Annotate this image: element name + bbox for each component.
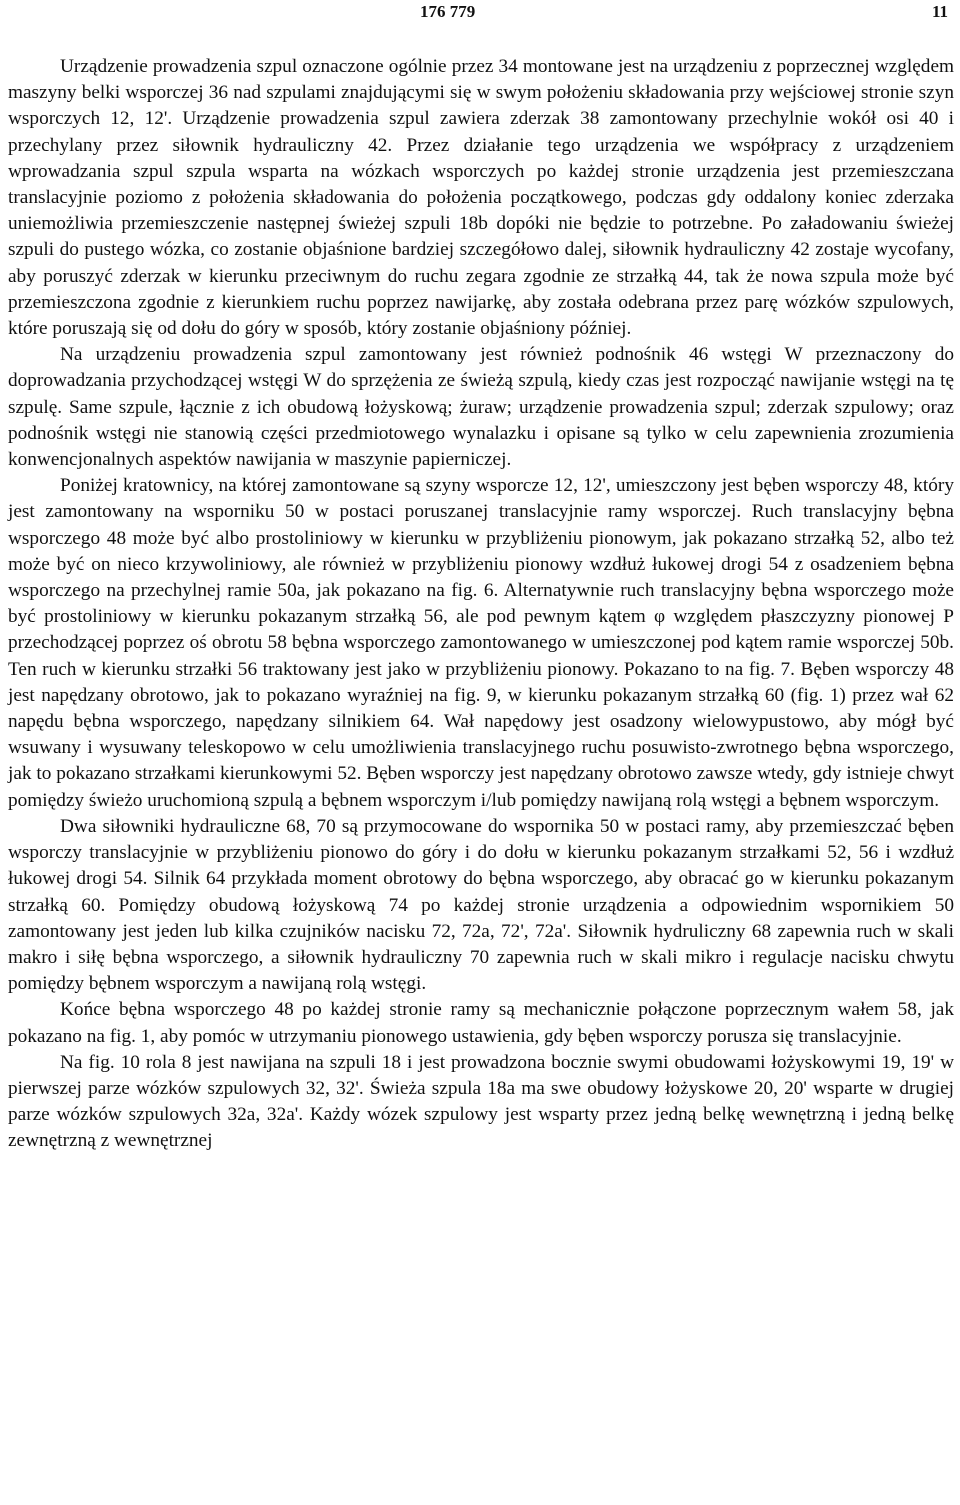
paragraph: Końce bębna wsporczego 48 po każdej stronie ramy są mechanicznie połączone poprzecznym wałem 58, jak pokazano na fig. 1, aby pomóc w utrzymaniu pionowego ustawienia, gdy bęben wsporczy porusza się translacyjnie. [8, 999, 954, 1047]
page-header [0, 2, 960, 26]
patent-number: 176 779 [420, 2, 476, 21]
paragraph: Poniżej kratownicy, na której zamontowane są szyny wsporcze 12, 12', umieszczony jest bęben wsporczy 48, który jest zamontowany na wsporniku 50 w postaci poruszanej translacyjnie ramy wsporczej. Ruch translacyjny bębna wsporczego 48 może być albo prostoliniowy w kierunku w przybliżeniu pionowym, jak pokazano strzałką 52, albo też może być on nieco krzywoliniowy, ale również w przybliżeniu pionowy wzdłuż łukowej drogi 54 z osadzeniem bębna wsporczego na przechylnej ramie 50a, jak pokazano na fig. 6. Alternatywnie ruch translacyjny bębna wsporczego może być prostoliniowy w kierunku pokazanym strzałką 56, ale pod pewnym kątem φ względem płaszczyzny pionowej P przechodzącej poprzez oś obrotu 58 bębna wsporczego zamontowanego w umieszczonej pod kątem ramie wsporczej 50b. Ten ruch w kierunku strzałki 56 traktowany jest jako w przybliżeniu pionowy. Pokazano to na fig. 7. Bęben wsporczy 48 jest napędzany obrotowo, jak to pokazano wyraźniej na fig. 9, w kierunku pokazanym strzałką 60 (fig. 1) przez wał 62 napędu bębna wsporczego, napędzany silnikiem 64. Wał napędowy jest osadzony wielowypustowo, aby mógł być wsuwany i wysuwany teleskopowo w celu umożliwienia translacyjnego ruchu posuwisto-zwrotnego bębna wsporczego, jak to pokazano strzałkami kierunkowymi 52. Bęben wsporczy jest napędzany obrotowo zawsze wtedy, gdy istnieje chwyt pomiędzy świeżo uruchomioną szpulą a bębnem wsporczym i/lub pomiędzy nawijaną rolą wstęgi a bębnem wsporczym. [8, 475, 954, 811]
paragraph: Na urządzeniu prowadzenia szpul zamontowany jest również podnośnik 46 wstęgi W przeznaczony do doprowadzania przychodzącej wstęgi W do sprzężenia ze świeżą szpulą, kiedy czas jest rozpocząć nawijanie wstęgi na tę szpulę. Same szpule, łącznie z ich obudową łożyskową; żuraw; urządzenie prowadzenia szpul; zderzak szpulowy; oraz podnośnik wstęgi nie stanowią części przedmiotowego wynalazku i opisane są tylko w celu zapewnienia zrozumienia konwencjonalnych aspektów nawijania w maszynie papierniczej. [8, 344, 954, 471]
paragraph: Na fig. 10 rola 8 jest nawijana na szpuli 18 i jest prowadzona bocznie swymi obudowami łożyskowymi 19, 19' w pierwszej parze wózków szpulowych 32, 32'. Świeża szpula 18a ma swe obudowy łożyskowe 20, 20' wsparte w drugiej parze wózków szpulowych 32a, 32a'. Każdy wózek szpulowy jest wsparty przez jedną belkę wewnętrzną i jedną belkę zewnętrzną z wewnętrznej [8, 1051, 954, 1152]
document-body [8, 54, 954, 1155]
page-number: 11 [931, 2, 948, 21]
paragraph: Dwa siłowniki hydrauliczne 68, 70 są przymocowane do wspornika 50 w postaci ramy, aby przemieszczać bęben wsporczy translacyjnie w przybliżeniu pionowo do góry i do dołu w kierunku pokazanym strzałkami 52, 56 i wzdłuż łukowej drogi 54. Silnik 64 przykłada moment obrotowy do bębna wsporczego, aby obracać go w kierunku pokazanym strzałką 60. Pomiędzy obudową łożyskową 74 po każdej stronie urządzenia a odpowiednim wspornikiem 50 zamontowany jest jeden lub kilka czujników nacisku 72, 72a, 72', 72a'. Siłownik hydruliczny 68 zapewnia ruch w skali makro i siłę bębna wsporczego, a siłownik hydrauliczny 70 zapewnia ruch w skali mikro i regulacje nacisku chwytu pomiędzy bębnem wsporczym a nawijaną rolą wstęgi. [8, 815, 954, 995]
paragraph: Urządzenie prowadzenia szpul oznaczone ogólnie przez 34 montowane jest na urządzeniu z poprzecznej względem maszyny belki wsporczej 36 nad szpulami znajdującymi się w swym położeniu składowania przy wejściowej stronie szyn wsporczych 12, 12'. Urządzenie prowadzenia szpul zawiera zderzak 38 zamontowany przechylnie wokół osi 40 i przechylany przez siłownik hydrauliczny 42. Przez działanie tego urządzenia we współpracy z urządzeniem wprowadzania szpul szpula wsparta na wózkach wsporczych po każdej stronie urządzenia jest przemieszczana translacyjnie poziomo z położenia składowania do położenia początkowego, podczas gdy oddalony koniec zderzaka uniemożliwia przemieszczenie następnej świeżej szpuli 18b dopóki nie będzie to potrzebne. Po załadowaniu świeżej szpuli do pustego wózka, co zostanie objaśnione bardziej szczegółowo dalej, siłownik hydrauliczny 42 zostaje wycofany, aby poruszyć zderzak w kierunku przeciwnym do ruchu zegara zgodnie ze strzałką 44, tak że nowa szpula może być przemieszczona zgodnie z kierunkiem ruchu poprzez nawijarkę, aby została odebrana przez parę wózków szpulowych, które poruszają się od dołu do góry w sposób, który zostanie objaśniony później. [8, 56, 954, 340]
